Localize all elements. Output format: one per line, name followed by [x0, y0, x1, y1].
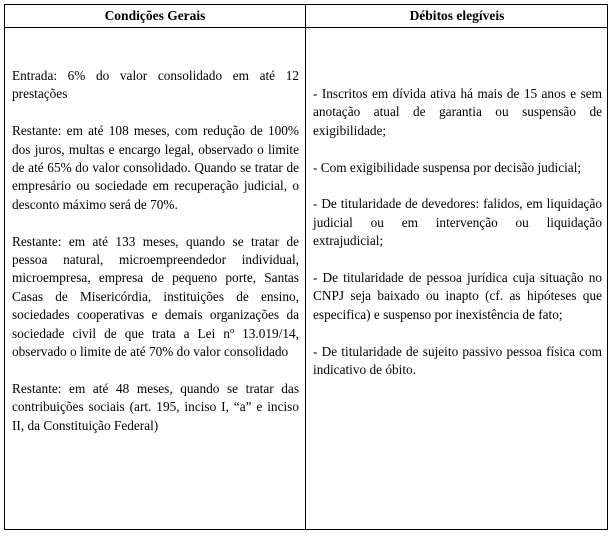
column-divider: [305, 5, 306, 529]
debt-exigibilidade-suspensa: - Com exigibilidade suspensa por decisão judicial;: [313, 159, 582, 175]
debt-pessoa-fisica-obito: - De titularidade de sujeito passivo pessoa física com indicativo de óbito.: [313, 343, 602, 378]
condition-restante-133: Restante: em até 133 meses, quando se tratar de pessoa natural, microempreendedor individual, microempresa, empresa de pequeno porte, Santas Casas de Misericórdia, instituições de ensino, sociedades cooperativas e demais organizações da sociedade civil de que trata a Lei nº 13.019/14, observado o limite de até 70% do valor consolidado: [12, 233, 299, 360]
condition-restante-108: Restante: em até 108 meses, com redução de 100% dos juros, multas e encargo legal, observado o limite de até 65% do valor consolidado. Quando se tratar de empresário ou sociedade em recuperação judicial, o desconto máximo será de 70%.: [12, 123, 299, 212]
condition-restante-48: Restante: em até 48 meses, quando se tratar das contribuições sociais (art. 195, inciso I, “a” e inciso II, da Constituição Federal): [12, 380, 299, 433]
header-divider: [5, 27, 607, 28]
general-conditions-cell[interactable]: [12, 67, 299, 453]
header-debitos-elegiveis: Débitos elegíveis: [409, 8, 505, 23]
conditions-table: [4, 4, 608, 530]
debt-divida-ativa: - Inscritos em dívida ativa há mais de 15 anos e sem anotação atual de garantia ou suspensão de exigibilidade;: [313, 86, 602, 138]
eligible-debts-cell[interactable]: [313, 85, 602, 398]
header-condicoes-gerais: Condições Gerais: [104, 8, 206, 23]
condition-entrada: Entrada: 6% do valor consolidado em até 12 prestações: [12, 68, 299, 102]
debt-devedores-falidos: - De titularidade de devedores: falidos, em liquidação judicial ou em intervenção ou liquidação extrajudicial;: [313, 196, 602, 249]
debt-pessoa-juridica: - De titularidade de pessoa jurídica cuja situação no CNPJ seja baixado ou inapto (cf. as hipóteses que especifica) e suspenso por inexistência de fato;: [313, 270, 602, 322]
